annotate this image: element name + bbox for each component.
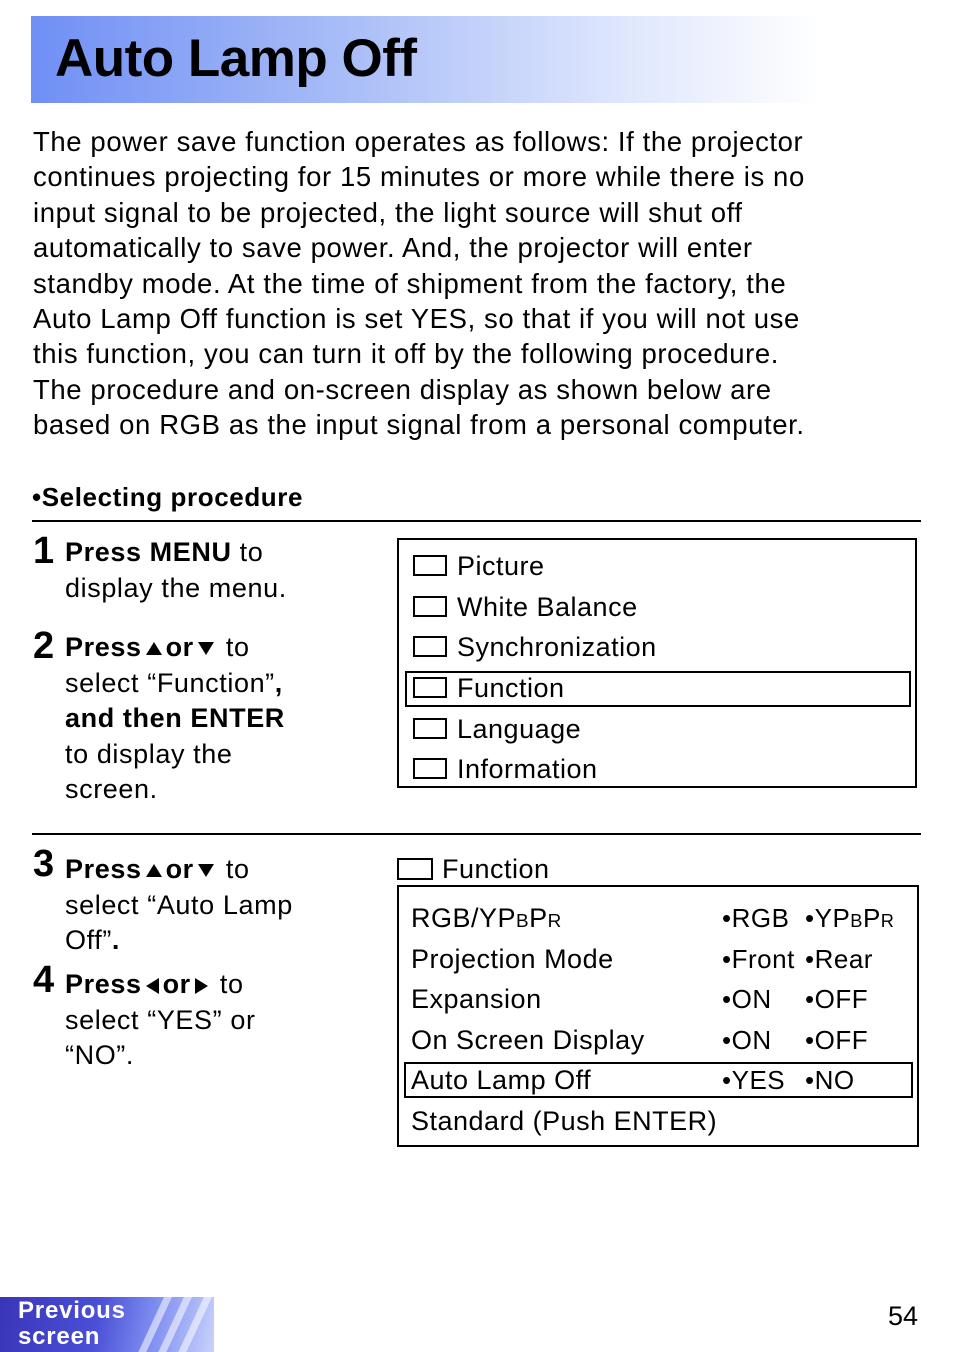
- press-label: Press: [65, 632, 142, 662]
- intro-line: The power save function operates as follows: If the projector: [33, 126, 804, 157]
- function-row-projection-mode[interactable]: [411, 941, 911, 977]
- menu-item-information[interactable]: [411, 752, 911, 786]
- period: .: [111, 925, 121, 955]
- step-3-line2: select “Auto Lamp: [65, 889, 293, 920]
- option-off[interactable]: •OFF: [805, 1025, 869, 1055]
- function-row-signal[interactable]: [411, 900, 911, 936]
- option-off[interactable]: •OFF: [805, 984, 869, 1014]
- menu-icon: [413, 596, 447, 617]
- press-label: Press: [65, 854, 142, 884]
- step-4-line3: “NO”.: [65, 1040, 134, 1070]
- function-header-label: Function: [442, 854, 550, 884]
- or-label: or: [162, 969, 191, 999]
- step-3-line3: Off”: [65, 925, 112, 955]
- row-name: Projection Mode: [411, 944, 614, 974]
- intro-line: based on RGB as the input signal from a personal computer.: [33, 409, 805, 441]
- to-label: to: [217, 632, 250, 662]
- intro-line: standby mode. At the time of shipment from the factory, the: [33, 267, 787, 299]
- title-banner: [31, 16, 821, 103]
- step-number: 1: [33, 530, 55, 572]
- label-line: screen: [18, 1323, 101, 1350]
- function-row-expansion[interactable]: [411, 981, 911, 1017]
- option-no[interactable]: •NO: [805, 1065, 855, 1095]
- up-arrow-icon: [146, 864, 162, 877]
- or-label: or: [165, 854, 194, 884]
- row-name: Expansion: [411, 984, 542, 1014]
- menu-item-picture[interactable]: [411, 549, 911, 583]
- divider: [32, 833, 921, 835]
- section-heading: •Selecting procedure: [32, 482, 304, 512]
- comma: ,: [274, 667, 283, 698]
- step-2-line2: select “Function”: [65, 667, 275, 698]
- function-screen: [397, 885, 919, 1147]
- menu-item-label: Information: [457, 754, 598, 784]
- label-line: Previous: [18, 1297, 126, 1324]
- menu-item-white-balance[interactable]: [411, 590, 911, 624]
- up-arrow-icon: [146, 642, 162, 655]
- option-front[interactable]: •Front: [722, 944, 795, 974]
- option-on[interactable]: •ON: [722, 1025, 772, 1055]
- intro-line: this function, you can turn it off by the following procedure.: [33, 338, 779, 370]
- option-on[interactable]: •ON: [722, 984, 772, 1014]
- menu-item-label: Language: [457, 714, 582, 744]
- press-label: Press: [65, 969, 142, 999]
- menu-icon: [413, 555, 447, 576]
- menu-item-synchronization[interactable]: [411, 630, 911, 664]
- step-2-line4: to display the: [65, 738, 233, 769]
- row-name: Standard (Push ENTER): [411, 1106, 718, 1136]
- step-number: 2: [33, 625, 55, 667]
- step-number: 4: [33, 959, 55, 1001]
- step-4-line2: select “YES” or: [65, 1004, 256, 1035]
- menu-icon: [397, 858, 433, 880]
- intro-line: The procedure and on-screen display as shown below are: [33, 373, 772, 405]
- previous-screen-button[interactable]: [0, 1297, 214, 1352]
- down-arrow-icon: [198, 642, 214, 655]
- previous-screen-label: [18, 1298, 126, 1350]
- intro-line: continues projecting for 15 minutes or more while there is no: [33, 161, 805, 193]
- intro-line: input signal to be projected, the light source will shut off: [33, 196, 743, 228]
- menu-item-label: Function: [457, 673, 565, 703]
- or-label: or: [165, 632, 194, 662]
- step-2-line3: and then ENTER: [65, 703, 285, 733]
- intro-line: Auto Lamp Off function is set YES, so that if you will not use: [33, 303, 800, 335]
- step-4-text: [65, 967, 256, 1074]
- step-1-line2: display the menu.: [65, 572, 287, 603]
- function-row-on-screen-display[interactable]: [411, 1022, 911, 1058]
- step-1-rest: to: [231, 537, 264, 567]
- step-number: 3: [33, 843, 55, 885]
- option-rear[interactable]: •Rear: [805, 944, 873, 974]
- step-3-text: [65, 852, 293, 959]
- step-1-bold: Press MENU: [65, 537, 232, 567]
- row-name: Auto Lamp Off: [411, 1065, 592, 1095]
- menu-item-label: White Balance: [457, 592, 638, 622]
- step-2-line5: screen.: [65, 774, 158, 804]
- menu-icon: [413, 677, 447, 698]
- right-arrow-icon: [195, 978, 208, 994]
- left-arrow-icon: [146, 978, 159, 994]
- option-yes[interactable]: •YES: [722, 1065, 786, 1095]
- menu-item-label: Picture: [457, 551, 545, 581]
- intro-line: automatically to save power. And, the projector will enter: [33, 232, 753, 264]
- menu-item-label: Synchronization: [457, 632, 657, 662]
- row-name: On Screen Display: [411, 1025, 645, 1055]
- function-row-auto-lamp-off[interactable]: [411, 1062, 911, 1098]
- function-screen-header: [397, 853, 797, 885]
- menu-icon: [413, 758, 447, 779]
- to-label: to: [211, 969, 244, 999]
- step-2-text: [65, 630, 285, 808]
- option-ypbpr[interactable]: •YPBPR: [805, 903, 895, 933]
- menu-item-language[interactable]: [411, 712, 911, 746]
- menu-icon: [413, 636, 447, 657]
- option-rgb[interactable]: •RGB: [722, 903, 790, 933]
- divider: [32, 520, 921, 522]
- to-label: to: [217, 854, 250, 884]
- function-row-standard[interactable]: [411, 1103, 911, 1139]
- menu-icon: [413, 718, 447, 739]
- page-number: 54: [888, 1301, 919, 1331]
- menu-item-function[interactable]: [411, 671, 911, 705]
- down-arrow-icon: [198, 864, 214, 877]
- main-menu-screen: [397, 538, 917, 788]
- page-title: Auto Lamp Off: [55, 29, 417, 88]
- intro-paragraph: [33, 124, 913, 443]
- step-1-text: [65, 535, 287, 606]
- row-name: RGB/YPBPR: [411, 903, 562, 933]
